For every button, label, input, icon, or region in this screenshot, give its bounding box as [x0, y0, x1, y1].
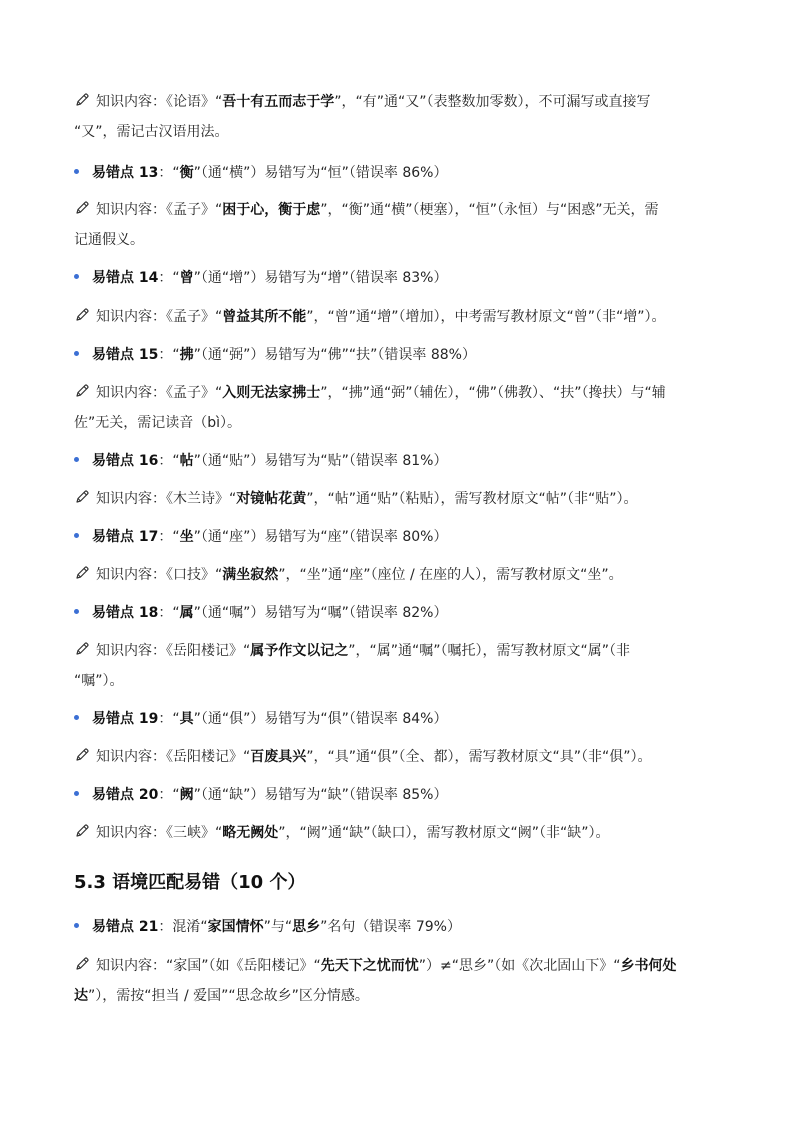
bold-text: 衡	[179, 165, 194, 181]
pencil-icon	[74, 383, 90, 399]
knowledge-note-line	[74, 122, 229, 142]
pencil-icon	[74, 489, 90, 505]
bold-text: 吾十有五而志于学	[222, 94, 335, 110]
knowledge-note-line	[74, 383, 666, 403]
bold-text: 曾	[179, 270, 194, 286]
bold-text: 满坐寂然	[222, 567, 279, 583]
pencil-icon	[74, 641, 90, 657]
pencil-icon	[74, 956, 90, 972]
text-segment: ”（通“俱”）易错写为“俱”（错误率 84%）	[193, 711, 448, 727]
knowledge-note-line	[74, 92, 651, 112]
text-segment: ”，“有”通“又”（表整数加零数），不可漏写或直接写	[334, 94, 651, 110]
knowledge-note-line	[74, 413, 241, 433]
text-segment: ”（通“弼”）易错写为“佛”“扶”（错误率 88%）	[193, 347, 476, 363]
knowledge-note-line	[74, 747, 652, 767]
bold-text: 拂	[179, 347, 194, 363]
knowledge-note-line	[74, 307, 666, 327]
bold-text: 百废具兴	[250, 749, 307, 765]
text-segment: ”，“具”通“俱”（全、都），需写教材原文“具”（非“俱”）。	[306, 749, 652, 765]
text-segment: ”，“属”通“嘱”（嘱托），需写教材原文“属”（非	[348, 643, 631, 659]
text-segment: ”与“	[263, 919, 293, 935]
bold-text: 属	[179, 605, 194, 621]
error-point-item	[74, 603, 447, 623]
knowledge-note-line	[74, 956, 677, 976]
bold-text: 略无阙处	[222, 825, 279, 841]
error-point-item	[74, 163, 447, 183]
text-segment: ：“	[158, 165, 180, 181]
bullet-dot-icon	[74, 274, 79, 279]
bold-text: 易错点 20	[92, 787, 159, 803]
error-point-item	[74, 345, 476, 365]
bold-text: 曾益其所不能	[222, 309, 307, 325]
bold-text: 困于心，衡于虑	[222, 202, 321, 218]
text-segment: ”（通“贴”）易错写为“贴”（错误率 81%）	[193, 453, 448, 469]
text-segment: ”（通“横”）易错写为“恒”（错误率 86%）	[193, 165, 448, 181]
text-segment: ：“	[158, 270, 180, 286]
text-segment: ”（通“增”）易错写为“增”（错误率 83%）	[193, 270, 448, 286]
bold-text: 家国情怀	[207, 919, 264, 935]
error-point-item	[74, 268, 447, 288]
knowledge-note-line	[74, 200, 659, 220]
error-point-item	[74, 785, 447, 805]
bold-text: 帖	[179, 453, 194, 469]
bold-text: 易错点 21	[92, 919, 159, 935]
section-heading: 5.3 语境匹配易错（10 个）	[74, 872, 306, 893]
knowledge-note-line	[74, 823, 610, 843]
bold-text: 易错点 13	[92, 165, 159, 181]
text-segment: 知识内容：《孟子》“	[96, 202, 223, 218]
text-segment: ”（通“座”）易错写为“座”（错误率 80%）	[193, 529, 448, 545]
text-segment: ”），需按“担当 / 爱国”“思念故乡”区分情感。	[88, 988, 369, 1004]
bullet-dot-icon	[74, 351, 79, 356]
bold-text: 入则无法家拂士	[222, 385, 321, 401]
text-segment: 知识内容：《木兰诗》“	[96, 491, 237, 507]
text-segment: ”，“阙”通“缺”（缺口），需写教材原文“阙”（非“缺”）。	[278, 825, 610, 841]
text-segment: 知识内容：《孟子》“	[96, 309, 223, 325]
error-point-item	[74, 709, 447, 729]
text-segment: ：“	[158, 605, 180, 621]
text-segment: 记通假义。	[74, 232, 144, 248]
bold-text: 乡书何处	[620, 958, 677, 974]
text-segment: ”，“帖”通“贴”（粘贴），需写教材原文“帖”（非“贴”）。	[306, 491, 638, 507]
text-segment: 知识内容：《论语》“	[96, 94, 223, 110]
knowledge-note-line	[74, 671, 124, 691]
text-segment: ”，“拂”通“弼”（辅佐），“佛”（佛教）、“扶”（搀扶）与“辅	[320, 385, 666, 401]
text-segment: “嘱”）。	[74, 673, 124, 689]
pencil-icon	[74, 92, 90, 108]
pencil-icon	[74, 565, 90, 581]
text-segment: ”）≠“思乡”（如《次北固山下》“	[418, 958, 621, 974]
text-segment: 佐”无关，需记读音（bì）。	[74, 415, 242, 431]
error-point-item	[74, 527, 447, 547]
text-segment: ”（通“嘱”）易错写为“嘱”（错误率 82%）	[193, 605, 448, 621]
bold-text: 具	[179, 711, 194, 727]
error-point-item	[74, 917, 461, 937]
bold-text: 易错点 14	[92, 270, 159, 286]
bullet-dot-icon	[74, 457, 79, 462]
pencil-icon	[74, 200, 90, 216]
knowledge-note-line	[74, 986, 369, 1006]
text-segment: ：“	[158, 347, 180, 363]
bold-text: 阙	[179, 787, 194, 803]
knowledge-note-line	[74, 565, 623, 585]
pencil-icon	[74, 823, 90, 839]
bullet-dot-icon	[74, 169, 79, 174]
text-segment: 知识内容：《岳阳楼记》“	[96, 643, 251, 659]
text-segment: ：“	[158, 453, 180, 469]
pencil-icon	[74, 307, 90, 323]
bullet-dot-icon	[74, 609, 79, 614]
text-segment: ：“	[158, 711, 180, 727]
text-segment: ”名句（错误率 79%）	[320, 919, 461, 935]
bold-text: 易错点 15	[92, 347, 159, 363]
bold-text: 达	[74, 988, 88, 1004]
text-segment: ：“	[158, 529, 180, 545]
knowledge-note-line	[74, 641, 630, 661]
knowledge-note-line	[74, 489, 638, 509]
bullet-dot-icon	[74, 533, 79, 538]
text-segment: “又”，需记古汉语用法。	[74, 124, 229, 140]
text-segment: ：“	[158, 787, 180, 803]
error-point-item	[74, 451, 447, 471]
bullet-dot-icon	[74, 715, 79, 720]
text-segment: ”，“坐”通“座”（座位 / 在座的人），需写教材原文“坐”。	[278, 567, 623, 583]
bullet-dot-icon	[74, 791, 79, 796]
text-segment: 知识内容：《三峡》“	[96, 825, 223, 841]
bold-text: 先天下之忧而忧	[320, 958, 419, 974]
text-segment: ：混淆“	[158, 919, 208, 935]
bullet-dot-icon	[74, 923, 79, 928]
text-segment: 知识内容：《孟子》“	[96, 385, 223, 401]
text-segment: ”，“曾”通“增”（增加），中考需写教材原文“曾”（非“增”）。	[306, 309, 666, 325]
bold-text: 易错点 16	[92, 453, 159, 469]
bold-text: 坐	[179, 529, 194, 545]
bold-text: 属予作文以记之	[250, 643, 349, 659]
text-segment: 知识内容：《口技》“	[96, 567, 223, 583]
bold-text: 易错点 17	[92, 529, 159, 545]
bold-text: 对镜帖花黄	[236, 491, 307, 507]
bold-text: 易错点 18	[92, 605, 159, 621]
text-segment: 知识内容：“家国”（如《岳阳楼记》“	[96, 958, 321, 974]
bold-text: 易错点 19	[92, 711, 159, 727]
bold-text: 思乡	[292, 919, 321, 935]
knowledge-note-line	[74, 230, 144, 250]
text-segment: ”，“衡”通“横”（梗塞），“恒”（永恒）与“困惑”无关，需	[320, 202, 659, 218]
text-segment: ”（通“缺”）易错写为“缺”（错误率 85%）	[193, 787, 448, 803]
text-segment: 知识内容：《岳阳楼记》“	[96, 749, 251, 765]
pencil-icon	[74, 747, 90, 763]
